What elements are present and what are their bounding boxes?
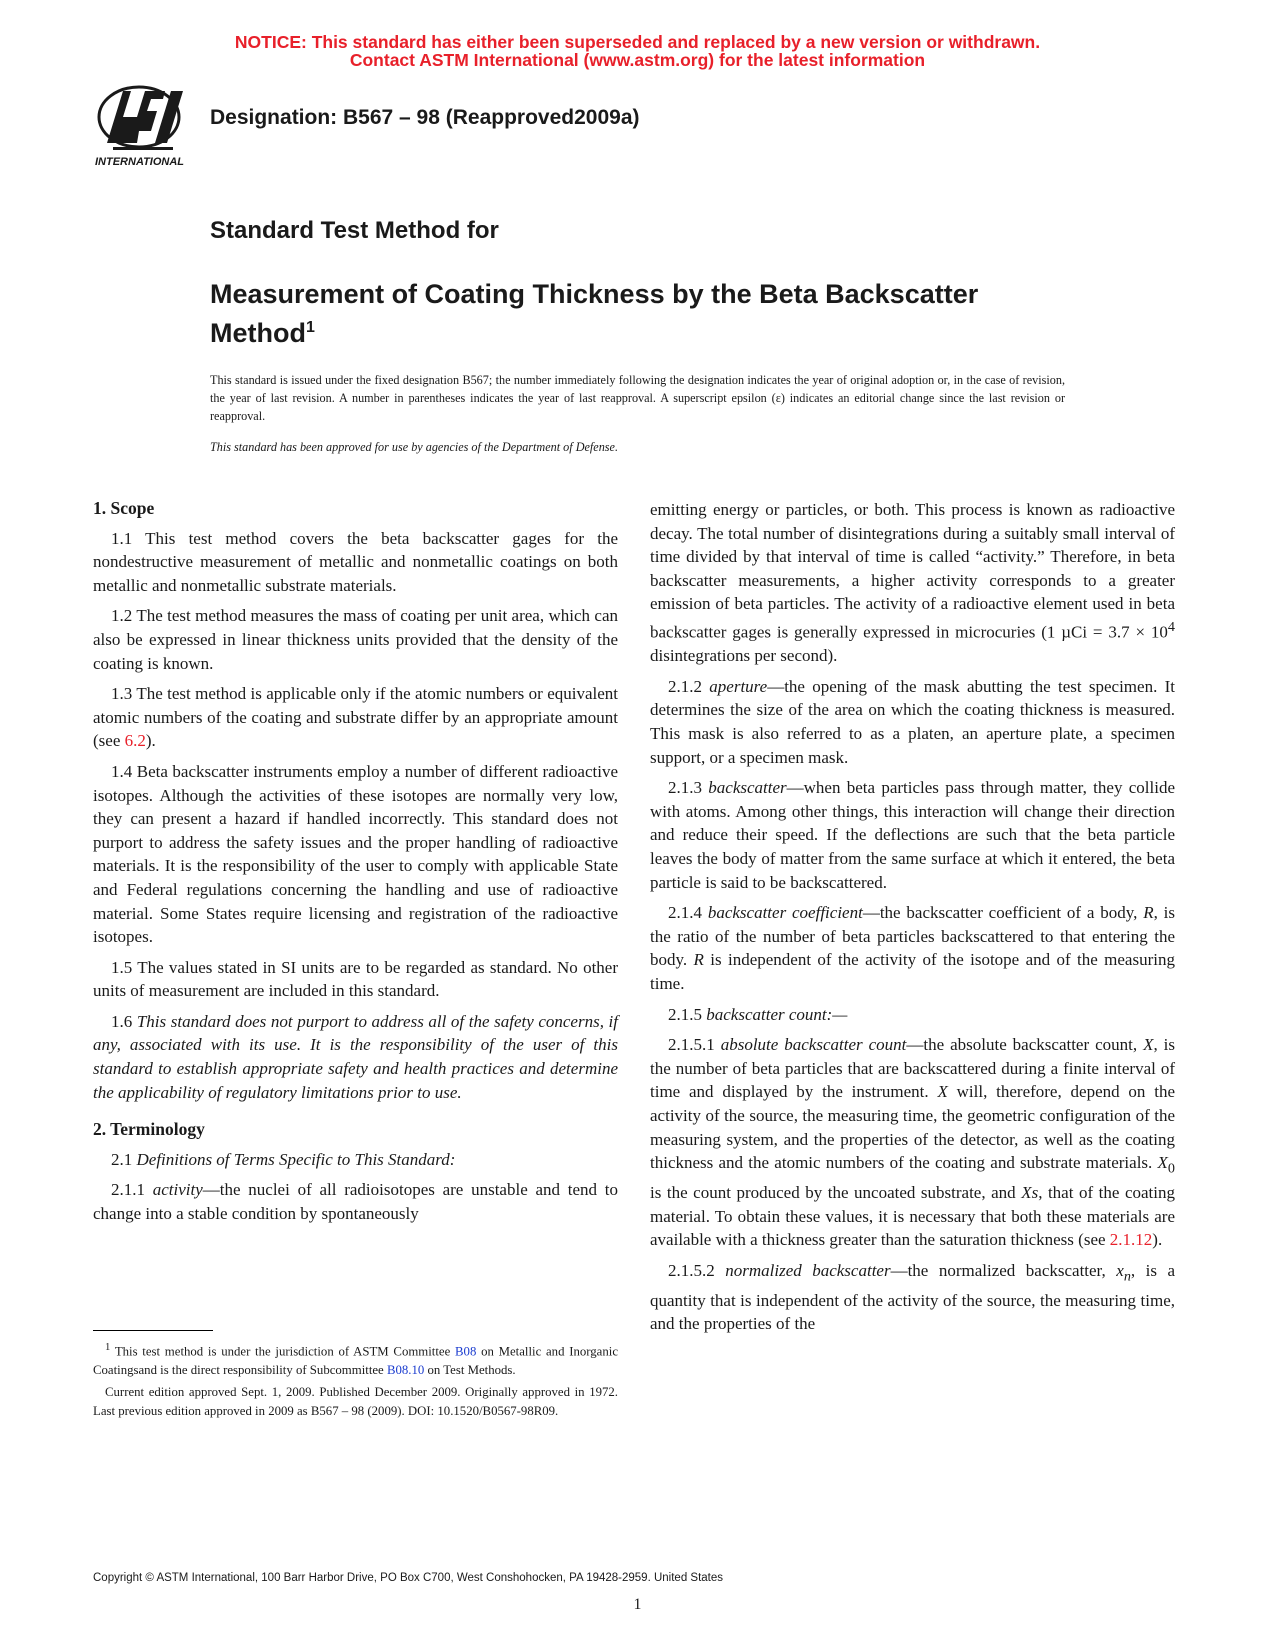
section-1-heading: 1. Scope xyxy=(93,498,155,518)
para-2-1-4-text-a: —the backscatter coefficient of a body, xyxy=(862,903,1144,923)
para-2-1-5-1-text-a: —the absolute backscatter count, xyxy=(906,1035,1144,1055)
para-2-1-5-1-number: 2.1.5.1 xyxy=(668,1035,721,1055)
para-2-1-4-number: 2.1.4 xyxy=(668,903,708,923)
astm-logo-icon xyxy=(93,83,193,173)
symbol-xn-subscript: n xyxy=(1123,1268,1131,1285)
para-2-1-1-text: —the nuclei of all radioisotopes are unstable and tend to change into a stable condition by spontaneously xyxy=(93,1180,619,1224)
term-backscatter: backscatter xyxy=(708,778,787,798)
symbol-x: X xyxy=(1143,1035,1154,1055)
para-1-3 xyxy=(93,682,618,753)
para-2-1-1 xyxy=(93,1178,618,1225)
footnote-1-text-b: on Metallic and Inorganic Coatingsand is the direct responsibility of Subcommittee xyxy=(93,1344,618,1377)
para-1-6-number: 1.6 xyxy=(111,1011,137,1031)
para-2-1-5-number: 2.1.5 xyxy=(668,1004,707,1024)
footnote-1-text-c: on Test Methods. xyxy=(424,1362,516,1377)
para-2-1-2-number: 2.1.2 xyxy=(668,676,710,696)
para-1-3-text: 1.3 The test method is applicable only if the atomic numbers or equivalent atomic numbers of the coating and substrate differ by an appropriate amount (see xyxy=(93,684,618,751)
right-column xyxy=(650,498,1175,1343)
link-b08-10[interactable]: B08.10 xyxy=(386,1362,425,1377)
para-2-1-5-1-text-f: ). xyxy=(1152,1230,1163,1250)
dod-note: This standard has been approved for use by agencies of the Department of Defense. xyxy=(210,440,618,454)
para-2-1-1-number: 2.1.1 xyxy=(111,1180,153,1200)
symbol-x-2: X xyxy=(937,1082,948,1102)
para-2-1-5-1-text-e: , that of the coating material. To obtain these values, it is necessary that both these materials are available with a thickness greater than the saturation thickness (see xyxy=(650,1183,1175,1250)
para-2-1-5-1 xyxy=(650,1033,1175,1252)
para-2-1-5-1-text-d: is the count produced by the uncoated substrate, and xyxy=(650,1183,1022,1203)
para-2-1-3 xyxy=(650,776,1175,894)
notice-line-1: NOTICE: This standard has either been superseded and replaced by a new version or withdrawn. xyxy=(234,32,1041,52)
footnote-1-mark: 1 xyxy=(105,1342,111,1353)
para-2-1-number: 2.1 xyxy=(111,1149,137,1169)
issued-note: This standard is issued under the fixed designation B567; the number immediately following the designation indicates the year of original adoption or, in the case of revision, the year of last revision. A number in parentheses indicates the year of last reapproval. A superscript epsilon (ε) indicates an editorial change since the last revision or reapproval. xyxy=(210,373,1065,423)
para-2-1-5-1-text-c: will, therefore, depend on the activity of the source, the measuring time, the geometric configuration of the measuring system, and the properties of the detector, as well as the coating thickness and the atomic numbers of the coating and substrate materials. xyxy=(650,1082,1175,1173)
page-title xyxy=(210,278,1070,350)
para-2-1-2-text: —the opening of the mask abutting the test specimen. It determines the size of the area on which the coating thickness is measured. This mask is also referred to as a platen, an aperture plate, a specimen support, or a specimen mask. xyxy=(650,676,1175,767)
symbol-r-2: R xyxy=(693,950,704,970)
para-2-1-3-number: 2.1.3 xyxy=(668,778,709,798)
term-activity: activity xyxy=(152,1180,203,1200)
para-1-3-end: ). xyxy=(145,731,156,751)
left-column xyxy=(93,497,618,1233)
link-2-1-12[interactable]: 2.1.12 xyxy=(1109,1230,1153,1250)
para-2-1-5-2-number: 2.1.5.2 xyxy=(668,1260,726,1280)
term-aperture: aperture xyxy=(709,676,768,696)
term-absolute-backscatter-count: absolute backscatter count xyxy=(720,1035,907,1055)
title-text: Measurement of Coating Thickness by the Beta Backscatter Method xyxy=(210,279,979,348)
para-1-6 xyxy=(93,1010,618,1104)
footnote-1-text-a: This test method is under the jurisdiction of ASTM Committee xyxy=(110,1344,456,1359)
notice-line-2: Contact ASTM International (www.astm.org) for the latest information xyxy=(349,50,926,70)
para-1-4: 1.4 Beta backscatter instruments employ a number of different radioactive isotopes. Although the activities of these isotopes are normally very low, they can present a hazard if handled incorrectly. This standard does not purport to address the safety issues and the proper handling of radioactive materials. It is the responsibility of the user to comply with applicable State and Federal regulations concerning the handling and use of radioactive material. Some States require licensing and registration of the radioactive isotopes. xyxy=(93,761,618,947)
para-2-1-2 xyxy=(650,675,1175,769)
para-1-5: 1.5 The values stated in SI units are to be regarded as standard. No other units of measurement are included in this standard. xyxy=(93,957,618,1001)
page-number: 1 xyxy=(633,1596,642,1613)
designation: Designation: B567 – 98 (Reapproved2009a) xyxy=(210,106,640,129)
link-b08[interactable]: B08 xyxy=(455,1344,477,1359)
para-1-6-text: This standard does not purport to address all of the safety concerns, if any, associated with its use. It is the responsibility of the user of this standard to establish appropriate safety and health practices and determine the applicability of regulatory limitations prior to use. xyxy=(93,1011,618,1102)
para-2-1-4-text-b: , is the ratio of the number of beta particles backscattered to that entering the body. xyxy=(650,903,1175,970)
symbol-xn: x xyxy=(1116,1260,1124,1280)
term-normalized-backscatter: normalized backscatter xyxy=(725,1260,891,1280)
para-2-1 xyxy=(93,1148,618,1172)
footnotes xyxy=(93,1330,618,1424)
para-2-1-5-1-text-b: , is the number of beta particles that are backscattered during a finite interval of time and displayed by the instrument. xyxy=(650,1035,1175,1102)
logo-text: INTERNATIONAL xyxy=(95,156,185,168)
term-backscatter-coefficient: backscatter coefficient xyxy=(707,903,863,923)
para-2-1-3-text: —when beta particles pass through matter, they collide with atoms. Among other things, this interaction will change their direction and reduce their speed. If the deflections are such that the beta particle leaves the body of matter from the same surface at which it entered, the beta particle is said to be backscattered. xyxy=(650,778,1175,892)
symbol-xs: Xs xyxy=(1021,1183,1039,1203)
para-2-1-5-2-text-a: —the normalized backscatter, xyxy=(890,1260,1117,1280)
link-6-2[interactable]: 6.2 xyxy=(124,731,146,751)
para-2-1-5 xyxy=(650,1003,1175,1027)
activity-cont-text: emitting energy or particles, or both. This process is known as radioactive decay. The total number of disintegrations during a suitably small interval of time divided by that interval of time is called “activity.” Therefore, in beta backscatter measurements, a higher activity corresponds to a greater emission of beta particles. The activity of a radioactive element used in beta backscatter gages is generally expressed in microcuries (1 µCi = 3.7 × 10 xyxy=(650,500,1175,642)
para-2-1-5-2-text-b: , is a quantity that is independent of the activity of the source, the measuring time, and the properties of the xyxy=(650,1260,1176,1334)
symbol-r: R xyxy=(1143,903,1154,923)
symbol-x0-subscript: 0 xyxy=(1167,1160,1175,1177)
section-2-heading: 2. Terminology xyxy=(93,1119,205,1140)
activity-cont-end: disintegrations per second). xyxy=(650,646,838,666)
para-activity-continued xyxy=(650,498,1175,668)
para-2-1-text: Definitions of Terms Specific to This Standard: xyxy=(136,1149,456,1169)
para-2-1-5-2 xyxy=(650,1259,1175,1336)
standard-for-heading: Standard Test Method for xyxy=(210,217,499,244)
para-1-1: 1.1 This test method covers the beta backscatter gages for the nondestructive measurement of metallic and nonmetallic coatings on both metallic and nonmetallic substrate materials. xyxy=(93,528,618,595)
term-backscatter-count: backscatter count:— xyxy=(706,1004,848,1024)
para-2-1-4-text-c: is independent of the activity of the isotope and of the measuring time. xyxy=(650,950,1175,993)
symbol-x0: X xyxy=(1157,1153,1168,1173)
copyright: Copyright © ASTM International, 100 Barr Harbor Drive, PO Box C700, West Conshohocken, PA 19428-2959. United States xyxy=(93,1572,724,1584)
para-2-1-4 xyxy=(650,901,1175,995)
footnote-1 xyxy=(93,1339,618,1379)
withdrawal-notice xyxy=(0,33,1275,69)
title-footnote-mark: 1 xyxy=(305,319,315,336)
footnote-edition: Current edition approved Sept. 1, 2009. Published December 2009. Originally approved in 1972. Last previous edition approved in 2009 as B567 – 98 (2009). DOI: 10.1520/B0567-98R09. xyxy=(93,1385,618,1418)
para-1-2: 1.2 The test method measures the mass of coating per unit area, which can also be expressed in linear thickness units provided that the density of the coating is known. xyxy=(93,606,618,673)
footnote-rule xyxy=(93,1330,213,1331)
exponent: 4 xyxy=(1167,618,1175,635)
